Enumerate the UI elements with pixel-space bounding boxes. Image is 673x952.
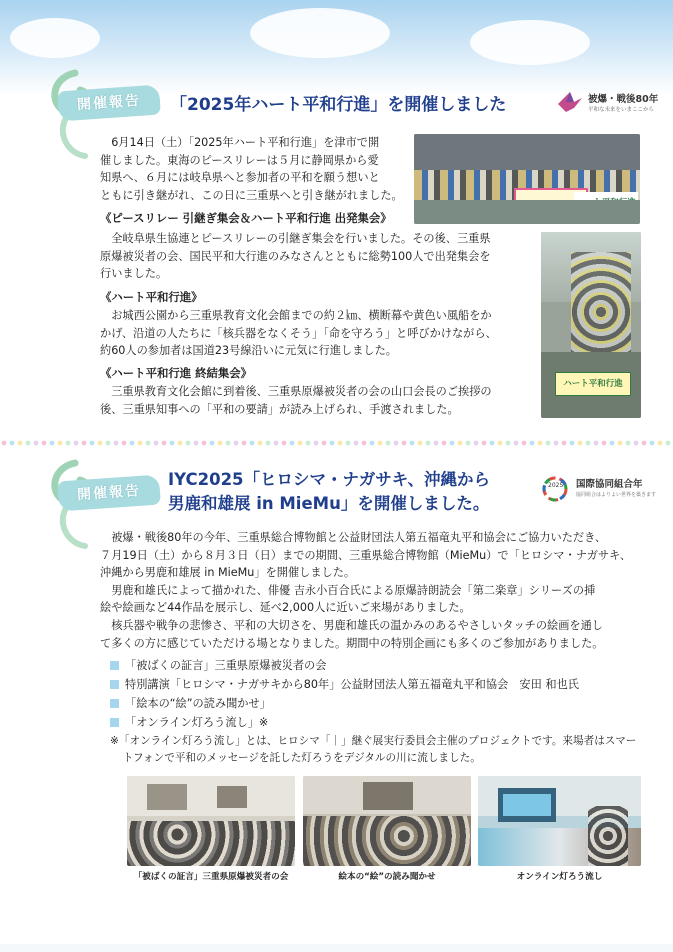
divider-dot bbox=[34, 441, 39, 446]
event-list-item: 「絵本の“絵”の読み聞かせ」 bbox=[110, 695, 271, 712]
divider-dot bbox=[26, 441, 31, 446]
iyc-ring-icon bbox=[540, 474, 570, 504]
divider-dot bbox=[642, 441, 647, 446]
march-photo bbox=[541, 232, 641, 418]
logo-subtext: 協同組合はよりよい世界を築きます bbox=[576, 492, 657, 498]
divider-dot bbox=[290, 441, 295, 446]
report-badge: 開催報告 bbox=[57, 474, 161, 511]
banner-text: ハート平和行進 bbox=[555, 372, 631, 396]
photo-caption: オンライン灯ろう流し bbox=[516, 872, 603, 882]
divider-dot bbox=[66, 441, 71, 446]
divider-dot bbox=[634, 441, 639, 446]
divider-dot bbox=[314, 441, 319, 446]
bullet-square-icon bbox=[110, 699, 119, 708]
divider-dot bbox=[626, 441, 631, 446]
divider-dot bbox=[58, 441, 63, 446]
divider-dot bbox=[82, 441, 87, 446]
online-lantern-photo bbox=[478, 776, 641, 866]
divider-dot bbox=[394, 441, 399, 446]
divider-dot bbox=[378, 441, 383, 446]
bullet-square-icon bbox=[110, 680, 119, 689]
divider-dot bbox=[426, 441, 431, 446]
divider-dot bbox=[498, 441, 503, 446]
divider-dot bbox=[514, 441, 519, 446]
divider-dot bbox=[658, 441, 663, 446]
cloud-decoration bbox=[250, 8, 390, 58]
divider-dot bbox=[554, 441, 559, 446]
divider-dot bbox=[274, 441, 279, 446]
bullet-square-icon bbox=[110, 661, 119, 670]
relay-paragraph: 全岐阜県生協連とピースリレーの引継ぎ集会を行いました。その後、三重県 原爆被災者の会、国民平和大行進のみなさんとともに総勢100人で出発集会を 行いました。 bbox=[100, 232, 491, 281]
divider-dot bbox=[594, 441, 599, 446]
divider-dot bbox=[490, 441, 495, 446]
report-badge: 開催報告 bbox=[57, 84, 161, 121]
photo-caption: 絵本の“絵”の読み聞かせ bbox=[338, 872, 436, 882]
divider-dot bbox=[402, 441, 407, 446]
footer-band bbox=[0, 944, 673, 952]
divider-dot bbox=[202, 441, 207, 446]
divider-dot bbox=[618, 441, 623, 446]
divider-dot bbox=[162, 441, 167, 446]
divider-dot bbox=[602, 441, 607, 446]
divider-dot bbox=[194, 441, 199, 446]
iyc-2025-logo bbox=[540, 470, 666, 506]
cloud-decoration bbox=[470, 20, 590, 65]
event-list-item: 「被ばくの証言」三重県原爆被災者の会 bbox=[110, 657, 326, 674]
divider-dot bbox=[154, 441, 159, 446]
divider-dot bbox=[362, 441, 367, 446]
divider-dot bbox=[178, 441, 183, 446]
logo-subtext: 平和な未来をいまここから bbox=[588, 107, 655, 113]
divider-dot bbox=[226, 441, 231, 446]
march-paragraph: お城西公園から三重県教育文化会館までの約２㎞、横断幕や黄色い風船をか かげ、沿道の人たちに「核兵器をなくそう」「命を守ろう」と呼びかけながら、 約60人の参加者は国道23号線沿いに元気に行進しました。 bbox=[100, 309, 497, 358]
divider-dot bbox=[586, 441, 591, 446]
divider-dot bbox=[298, 441, 303, 446]
divider-dot bbox=[666, 441, 671, 446]
divider-dot bbox=[2, 441, 7, 446]
event-list-item: 特別講演「ヒロシマ・ナガサキから80年」公益財団法人第五福竜丸平和協会 安田 和也氏 bbox=[110, 676, 579, 693]
divider-dot bbox=[354, 441, 359, 446]
divider-dot bbox=[546, 441, 551, 446]
logo-text: 被爆・戦後80年 bbox=[588, 94, 659, 105]
divider-dot bbox=[530, 441, 535, 446]
divider-dot bbox=[122, 441, 127, 446]
divider-dot bbox=[138, 441, 143, 446]
exhibition-paragraph: 被爆・戦後80年の今年、三重県総合博物館と公益財団法人第五福竜丸平和協会にご協力いただき、 ７月19日（土）から８月３日（日）までの期間、三重県総合博物館（MieMu）で「ヒロシマ・ナガサキ、 沖縄から男鹿和雄展 in MieMu」を開催しました。 男鹿和雄氏によって描かれた、俳優 吉永小百合氏による原爆詩朗読会「第二楽章」シリーズの挿 絵や絵画など44作品を展示し、延べ2,000人に近いご来場がありました。 核兵器や戦争の悲惨さ、平和の大切さを、男鹿和雄氏の温かみのあるやさしいタッチの絵画を通し て多くの方に感じていただける場となりました。期間中の特別企画にも多くのご参加がありました。 bbox=[100, 531, 632, 650]
divider-dot bbox=[538, 441, 543, 446]
divider-dot bbox=[210, 441, 215, 446]
divider-dot bbox=[170, 441, 175, 446]
section-title-line2: 男鹿和雄展 in MieMu」を開催しました。 bbox=[168, 494, 490, 513]
crane-icon bbox=[556, 88, 584, 116]
divider-dot bbox=[466, 441, 471, 446]
divider-dot bbox=[434, 441, 439, 446]
divider-dot bbox=[482, 441, 487, 446]
subheading-relay: 《ピースリレー 引継ぎ集会＆ハート平和行進 出発集会》 bbox=[100, 211, 392, 225]
bullet-square-icon bbox=[110, 718, 119, 727]
intro-paragraph: 6月14日（土）「2025年ハート平和行進」を津市で開 催しました。東海のピースリレーは５月に静岡県から愛 知県へ、６月には岐阜県へと参加者の平和を願う想いと ともに引き継がれ、この日に三重県へと引き継がれました。 bbox=[100, 136, 403, 202]
divider-dot bbox=[418, 441, 423, 446]
cloud-decoration bbox=[10, 18, 100, 58]
divider-dot bbox=[90, 441, 95, 446]
divider-dot bbox=[386, 441, 391, 446]
subheading-closing: 《ハート平和行進 終結集会》 bbox=[100, 366, 253, 380]
divider-dot bbox=[258, 441, 263, 446]
divider-dot bbox=[522, 441, 527, 446]
dotted-divider bbox=[0, 438, 673, 448]
reading-photo bbox=[303, 776, 471, 866]
section-title-line1: IYC2025「ヒロシマ・ナガサキ、沖縄から bbox=[168, 470, 491, 489]
divider-dot bbox=[50, 441, 55, 446]
divider-dot bbox=[338, 441, 343, 446]
divider-dot bbox=[42, 441, 47, 446]
divider-dot bbox=[562, 441, 567, 446]
divider-dot bbox=[474, 441, 479, 446]
divider-dot bbox=[458, 441, 463, 446]
closing-paragraph: 三重県教育文化会館に到着後、三重県原爆被災者の会の山口会長のご挨拶の 後、三重県知事への「平和の要請」が読み上げられ、手渡されました。 bbox=[100, 385, 492, 416]
divider-dot bbox=[282, 441, 287, 446]
divider-dot bbox=[130, 441, 135, 446]
divider-dot bbox=[570, 441, 575, 446]
divider-dot bbox=[234, 441, 239, 446]
divider-dot bbox=[250, 441, 255, 446]
group-photo-banner bbox=[414, 134, 640, 224]
divider-dot bbox=[330, 441, 335, 446]
divider-dot bbox=[506, 441, 511, 446]
divider-dot bbox=[346, 441, 351, 446]
divider-dot bbox=[74, 441, 79, 446]
divider-dot bbox=[186, 441, 191, 446]
divider-dot bbox=[98, 441, 103, 446]
divider-dot bbox=[218, 441, 223, 446]
divider-dot bbox=[146, 441, 151, 446]
logo-text: 国際協同組合年 bbox=[576, 479, 643, 490]
subheading-march: 《ハート平和行進》 bbox=[100, 290, 203, 304]
peace-80-logo bbox=[556, 86, 666, 120]
divider-dot bbox=[114, 441, 119, 446]
divider-dot bbox=[442, 441, 447, 446]
divider-dot bbox=[242, 441, 247, 446]
section-title: 「2025年ハート平和行進」を開催しました bbox=[170, 95, 507, 115]
logo-year: 2025 bbox=[548, 482, 564, 489]
event-list-item: 「オンライン灯ろう流し」※ bbox=[110, 714, 268, 731]
divider-dot bbox=[370, 441, 375, 446]
divider-dot bbox=[306, 441, 311, 446]
divider-dot bbox=[650, 441, 655, 446]
divider-dot bbox=[578, 441, 583, 446]
divider-dot bbox=[410, 441, 415, 446]
divider-dot bbox=[610, 441, 615, 446]
testimony-photo bbox=[127, 776, 295, 866]
divider-dot bbox=[450, 441, 455, 446]
footnote: ※「オンライン灯ろう流し」とは、ヒロシマ「｜」継ぐ展実行委員会主催のプロジェクトです。来場者はスマー トフォンで平和のメッセージを託した灯ろうをデジタルの川に流しました。 bbox=[110, 735, 637, 764]
divider-dot bbox=[322, 441, 327, 446]
divider-dot bbox=[266, 441, 271, 446]
divider-dot bbox=[18, 441, 23, 446]
divider-dot bbox=[10, 441, 15, 446]
divider-dot bbox=[106, 441, 111, 446]
photo-caption: 「被ばくの証言」三重県原爆被災者の会 bbox=[133, 872, 289, 882]
